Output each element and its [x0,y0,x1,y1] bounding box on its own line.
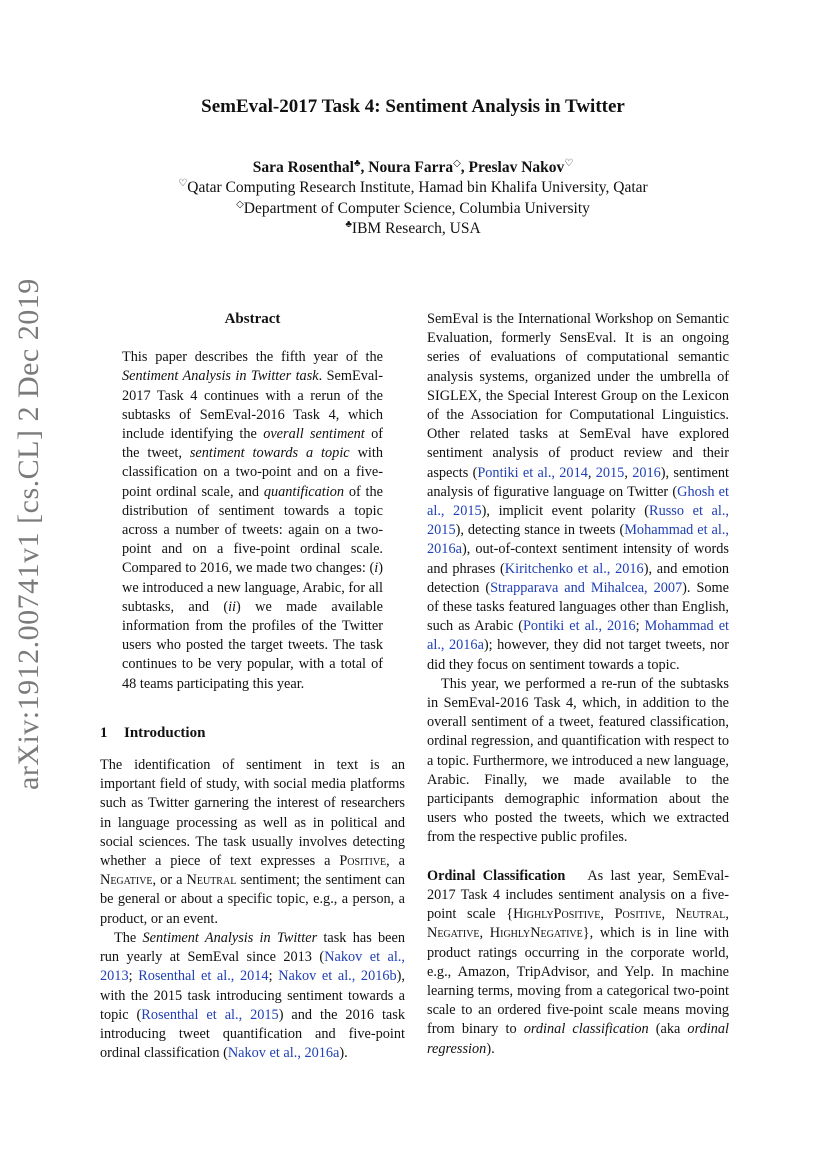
author-name: Noura Farra [368,159,454,177]
affiliation [0,178,826,197]
citation-link[interactable]: 2015 [595,464,625,481]
club-symbol-icon: ♣ [345,219,352,230]
heart-symbol-icon: ♡ [178,178,188,189]
right-column [427,310,729,1059]
author-name: Sara Rosenthal [252,159,354,177]
citation-link[interactable]: Rosenthal et al., 2014 [138,968,269,985]
paragraph: The identification of sentiment in text is an important field of study, with social media platforms such as Twitter garnering the interest of researchers in language processing as well as in political and social sciences. The task usually involves detecting whether a piece of text expresses a Positive, a Negative, or a Neutral sentiment; the sentiment can be general or about a specific topic, e.g., a person, a product, or an event. [100,757,405,927]
citation-link[interactable]: Russo et al., 2015 [427,503,729,539]
citation-link[interactable]: Kiritchenko et al., 2016 [504,560,644,577]
section-title: Introduction [124,724,206,741]
citation-link[interactable]: Nakov et al., 2016b [278,968,397,985]
section-heading-introduction [100,724,405,743]
paragraph-heading-ordinal: Ordinal Classification [427,867,566,884]
citation-link[interactable]: 2016 [632,464,661,481]
spacer [427,848,729,867]
affiliation [0,219,826,238]
author-name: Preslav Nakov [468,159,565,177]
citation-link[interactable]: Nakov et al., 2016a [227,1045,340,1062]
citation-link[interactable]: Rosenthal et al., 2015 [141,1006,279,1023]
affiliation-text: Department of Computer Science, Columbia University [243,200,590,218]
club-symbol-icon: ♣ [353,158,361,169]
paragraph: The Sentiment Analysis in Twitter task has been run yearly at SemEval since 2013 (Nakov et al., 2013; Rosenthal et al., 2014; Nakov et al., 2016b), with the 2015 task introducing sentiment towards a topic (Rosenthal et al., 2015) and the 2016 task introducing tweet quantification and five-point ordinal classification (Nakov et al., 2016a). [100,929,406,1062]
diamond-symbol-icon: ◇ [453,158,461,169]
citation-link[interactable]: Ghosh et al., 2015 [427,483,729,520]
section-number: 1 [100,724,108,741]
left-column [100,310,405,1063]
paragraph: Ordinal Classification As last year, SemEval-2017 Task 4 includes sentiment analysis on a five-point scale {HighlyPositive, Positive, Neutral, Negative, HighlyNegative}, which is in line with product ratings occurring in the corporate world, e.g., Amazon, TripAdvisor, and Yelp. In machine learning terms, moving from a categorical two-point scale to an ordered five-point scale means moving from binary to ordinal classification (aka ordinal regression). [427,867,729,1057]
paper-title: SemEval-2017 Task 4: Sentiment Analysis in Twitter [201,96,625,117]
citation-link[interactable]: Pontiki et al., 2016 [522,618,636,635]
abstract-text: This paper describes the fifth year of the Sentiment Analysis in Twitter task. SemEval-2017 Task 4 continues with a rerun of the subtasks of SemEval-2016 Task 4, which include identifying the overall sentiment of the tweet, sentiment towards a topic with classification on a two-point and on a five-point ordinal scale, and quantification of the distribution of sentiment towards a topic across a number of tweets: again on a two-point and on a five-point ordinal scale. Compared to 2016, we made two changes: (i) we introduced a new language, Arabic, for all subtasks, and (ii) we made available information from the profiles of the Twitter users who posted the target tweets. The task continues to be very popular, with a total of 48 teams participating this year. [122,349,383,692]
heart-symbol-icon: ♡ [564,158,574,169]
citation-link[interactable]: Strapparava and Mihalcea, 2007 [490,579,683,596]
affiliation-text: IBM Research, USA [351,220,481,238]
author-list [0,158,826,177]
arxiv-side-stamp: arXiv:1912.00741v1 [cs.CL] 2 Dec 2019 [12,278,45,790]
citation-link[interactable]: Mohammad et al., 2016a [427,522,729,558]
diamond-symbol-icon: ◇ [236,199,244,210]
abstract-heading: Abstract [224,311,281,327]
paragraph: SemEval is the International Workshop on Semantic Evaluation, formerly SensEval. It is an ongoing series of evaluations of computational semantic analysis systems, organized under the umbrella of SIGLEX, the Special Interest Group on the Lexicon of the Association for Computational Linguistics. Other related tasks at SemEval have explored sentiment analysis of product review and their aspects (Pontiki et al., 2014, 2015, 2016), sentiment analysis of figurative language on Twitter (Ghosh et al., 2015), implicit event polarity (Russo et al., 2015), detecting stance in tweets (Mohammad et al., 2016a), out-of-context sentiment intensity of words and phrases (Kiritchenko et al., 2016), and emotion detection (Strapparava and Mihalcea, 2007). Some of these tasks featured languages other than English, such as Arabic (Pontiki et al., 2016; Mohammad et al., 2016a); however, they did not target tweets, nor did they focus on sentiment towards a topic. [427,311,730,673]
author-separator: , [460,159,469,177]
citation-link[interactable]: Pontiki et al., 2014 [477,464,588,481]
citation-link[interactable]: Mohammad et al., 2016a [427,618,730,654]
affiliation-text: Qatar Computing Research Institute, Hamad bin Khalifa University, Qatar [187,179,648,197]
author-separator: , [360,159,369,177]
paragraph: This year, we performed a re-run of the subtasks in SemEval-2016 Task 4, which, in addition to the overall sentiment of a tweet, featured classification, ordinal regression, and quantification with respect to a topic. Furthermore, we introduced a new language, Arabic. Finally, we made available to the participants demographic information about the users who posted the tweets, which we extracted from the respective public profiles. [427,675,729,846]
affiliation [0,199,826,218]
citation-link[interactable]: Nakov et al., 2013 [100,949,405,985]
